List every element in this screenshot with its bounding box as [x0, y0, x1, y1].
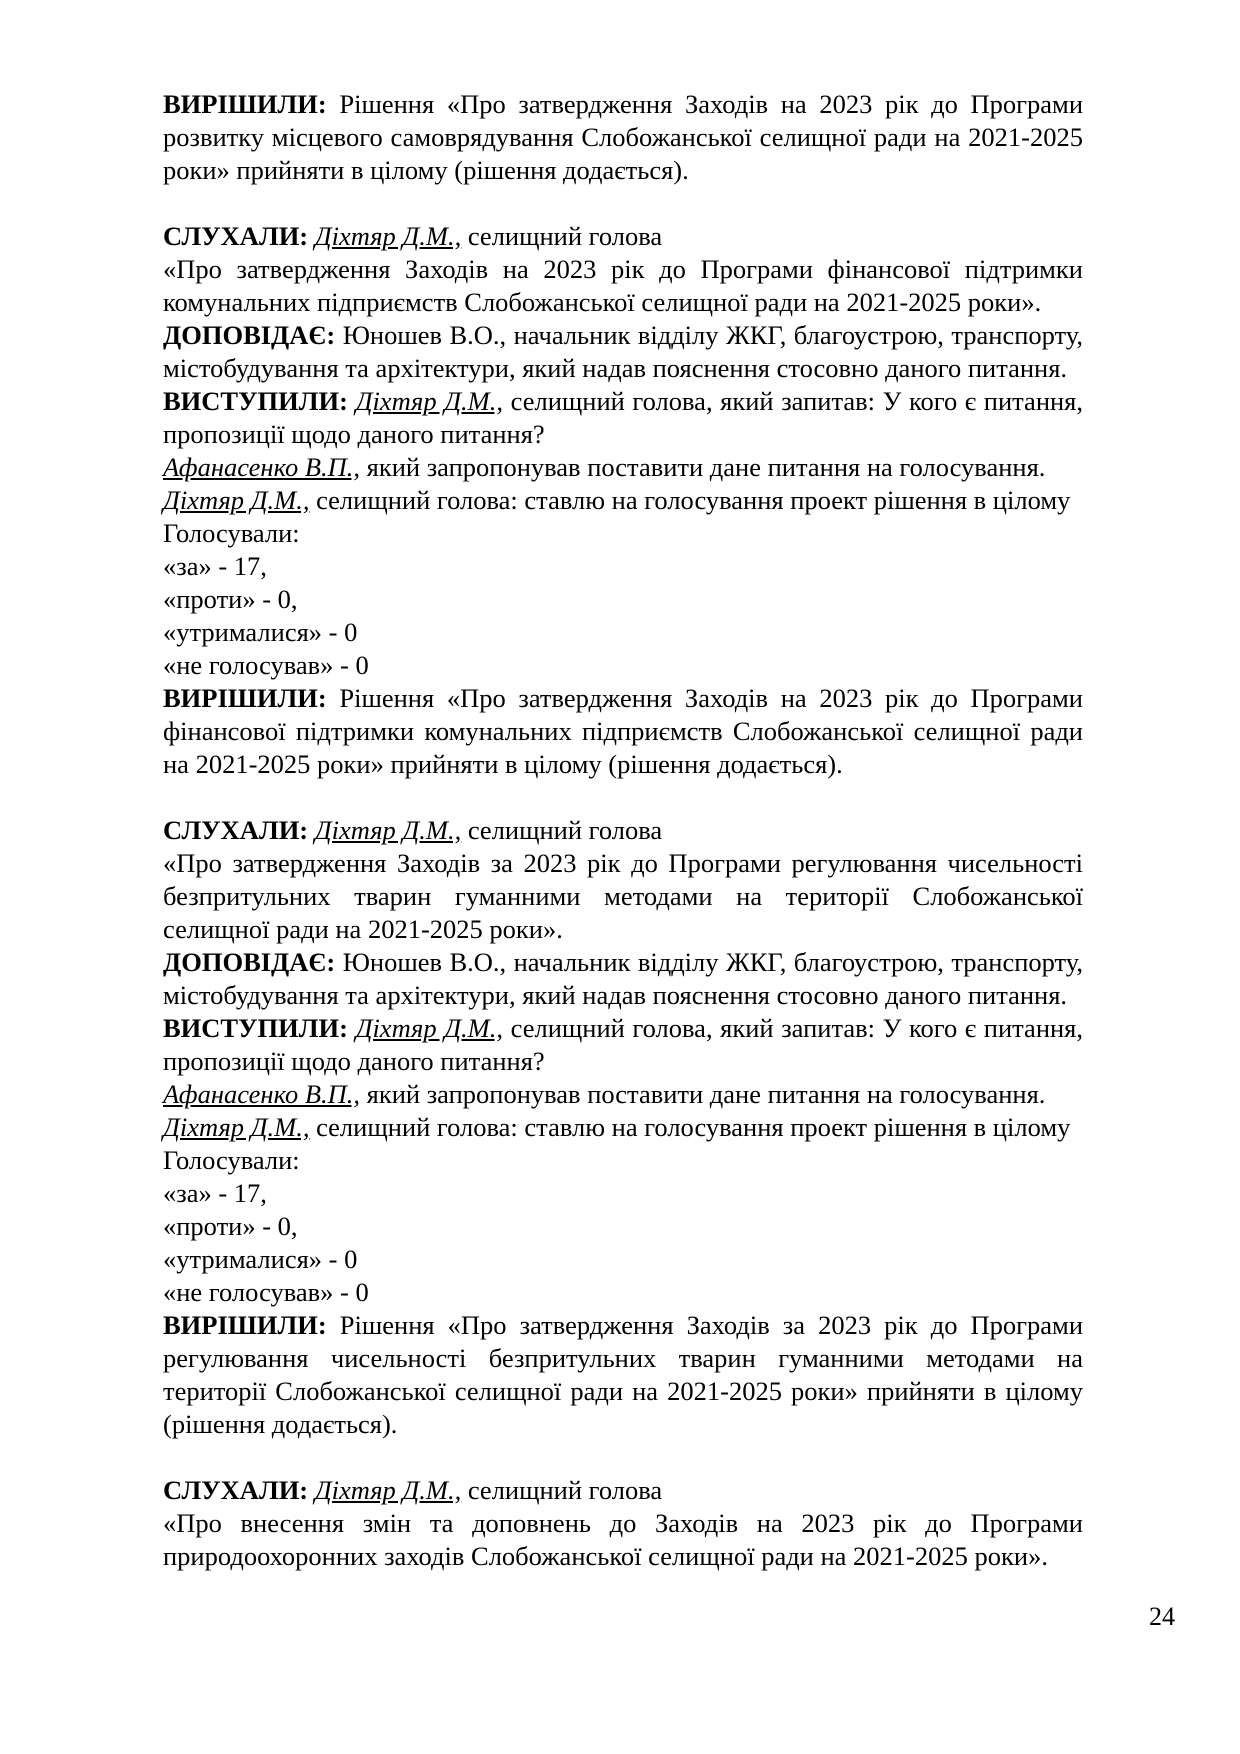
heard-line — [163, 814, 1083, 847]
vote-call-line — [163, 1111, 1083, 1144]
resolved-label: ВИРІШИЛИ: — [163, 683, 327, 713]
spoke-line — [163, 385, 1083, 418]
topic-line: «Про затвердження Заходів за 2023 рік до Програми регулювання чисельності — [163, 848, 1083, 878]
spoke-label: ВИСТУПИЛИ: — [163, 1013, 348, 1043]
reports-line: містобудування та архітектури, який надав пояснення стосовно даного питання. — [163, 980, 1068, 1010]
vote-call-text: селищний голова: ставлю на голосування проект рішення в цілому — [309, 1112, 1071, 1142]
resolution-line: на 2021-2025 роки» прийняти в цілому (рішення додається). — [163, 749, 843, 779]
topic-line: природоохоронних заходів Слобожанської селищної ради на 2021-2025 роки». — [163, 1541, 1048, 1571]
vote-call-text: селищний голова: ставлю на голосування проект рішення в цілому — [309, 485, 1071, 515]
speaker-name: Діхтяр Д.М., — [314, 815, 462, 845]
heard-line — [163, 220, 1083, 253]
speaker-name: Діхтяр Д.М., — [355, 386, 504, 416]
resolution-line: (рішення додається). — [163, 1409, 398, 1439]
vote-against: «проти» - 0, — [163, 1211, 298, 1241]
resolution-line: фінансової підтримки комунальних підприємств Слобожанської селищної ради — [163, 716, 1083, 746]
resolution-text: Рішення «Про затвердження Заходів за 2023 рік до Програми — [326, 1310, 1083, 1340]
resolved-label: ВИРІШИЛИ: — [163, 1310, 327, 1340]
reports-label: ДОПОВІДАЄ: — [163, 320, 336, 350]
section-gap — [163, 781, 1083, 814]
proposal-text: який запропонував поставити дане питання на голосування. — [360, 1079, 1046, 1109]
reports-line — [163, 946, 1083, 979]
speaker-name: Афанасенко В.П., — [163, 452, 361, 482]
vote-call-line — [163, 484, 1083, 517]
vote-for: «за» - 17, — [163, 551, 267, 581]
speaker-name: Діхтяр Д.М., — [163, 485, 310, 515]
resolution-line: регулювання чисельності безпритульних тварин гуманними методами на — [163, 1343, 1083, 1373]
reports-text: Юношев В.О., начальник відділу ЖКГ, благоустрою, транспорту, — [335, 320, 1083, 350]
resolution-text: Рішення «Про затвердження Заходів на 2023 рік до Програми — [326, 683, 1083, 713]
spoke-text: селищний голова, який запитав: У кого є питання, — [503, 386, 1083, 416]
spoke-text: селищний голова, який запитав: У кого є питання, — [503, 1013, 1083, 1043]
resolution-text: Рішення «Про затвердження Заходів на 2023 рік до Програми — [339, 89, 1084, 119]
spoke-line: пропозиції щодо даного питання? — [163, 419, 545, 449]
spoke-line — [163, 1012, 1083, 1045]
voted-heading: Голосували: — [163, 1145, 300, 1175]
reports-label: ДОПОВІДАЄ: — [163, 947, 336, 977]
page-number: 24 — [1149, 1602, 1175, 1631]
topic-line: комунальних підприємств Слобожанської селищної ради на 2021-2025 роки». — [163, 287, 1042, 317]
spoke-label: ВИСТУПИЛИ: — [163, 386, 348, 416]
section-gap — [163, 187, 1083, 220]
proposal-text: який запропонував поставити дане питання на голосування. — [360, 452, 1046, 482]
topic-line: «Про затвердження Заходів на 2023 рік до Програми фінансової підтримки — [163, 254, 1083, 284]
topic-line: «Про внесення змін та доповнень до Заходів на 2023 рік до Програми — [163, 1508, 1083, 1538]
speaker-name: Діхтяр Д.М., — [163, 1112, 310, 1142]
resolution-line: роки» прийняти в цілому (рішення додається). — [163, 155, 689, 185]
resolution-line — [163, 682, 1083, 715]
spoke-line: пропозиції щодо даного питання? — [163, 1046, 545, 1076]
vote-for: «за» - 17, — [163, 1178, 267, 1208]
heard-line — [163, 1474, 1083, 1507]
heard-label: СЛУХАЛИ: — [163, 815, 309, 845]
voted-heading: Голосували: — [163, 518, 300, 548]
section-gap — [163, 1441, 1083, 1474]
vote-abstain: «утрималися» - 0 — [163, 1244, 358, 1274]
speaker-role: селищний голова — [461, 1475, 663, 1505]
heard-label: СЛУХАЛИ: — [163, 1475, 309, 1505]
reports-line: містобудування та архітектури, який надав пояснення стосовно даного питання. — [163, 353, 1068, 383]
reports-text: Юношев В.О., начальник відділу ЖКГ, благоустрою, транспорту, — [335, 947, 1083, 977]
vote-against: «проти» - 0, — [163, 584, 298, 614]
resolution-line — [163, 88, 1083, 121]
speaker-role: селищний голова — [461, 221, 663, 251]
document-page — [163, 88, 1083, 1573]
speaker-name: Діхтяр Д.М., — [314, 1475, 462, 1505]
heard-label: СЛУХАЛИ: — [163, 221, 309, 251]
reports-line — [163, 319, 1083, 352]
vote-novote: «не голосував» - 0 — [163, 1277, 369, 1307]
resolution-line — [163, 1309, 1083, 1342]
speaker-name: Діхтяр Д.М., — [314, 221, 462, 251]
resolved-label: ВИРІШИЛИ: — [163, 89, 327, 119]
topic-line: селищної ради на 2021-2025 роки». — [163, 914, 563, 944]
resolution-line: розвитку місцевого самоврядування Слобожанської селищної ради на 2021-2025 — [163, 122, 1083, 152]
speaker-name: Діхтяр Д.М., — [355, 1013, 504, 1043]
vote-abstain: «утрималися» - 0 — [163, 617, 358, 647]
vote-novote: «не голосував» - 0 — [163, 650, 369, 680]
resolution-line: території Слобожанської селищної ради на 2021-2025 роки» прийняти в цілому — [163, 1376, 1083, 1406]
topic-line: безпритульних тварин гуманними методами на території Слобожанської — [163, 881, 1083, 911]
speaker-name: Афанасенко В.П., — [163, 1079, 361, 1109]
speaker-role: селищний голова — [461, 815, 663, 845]
proposal-line — [163, 451, 1083, 484]
proposal-line — [163, 1078, 1083, 1111]
